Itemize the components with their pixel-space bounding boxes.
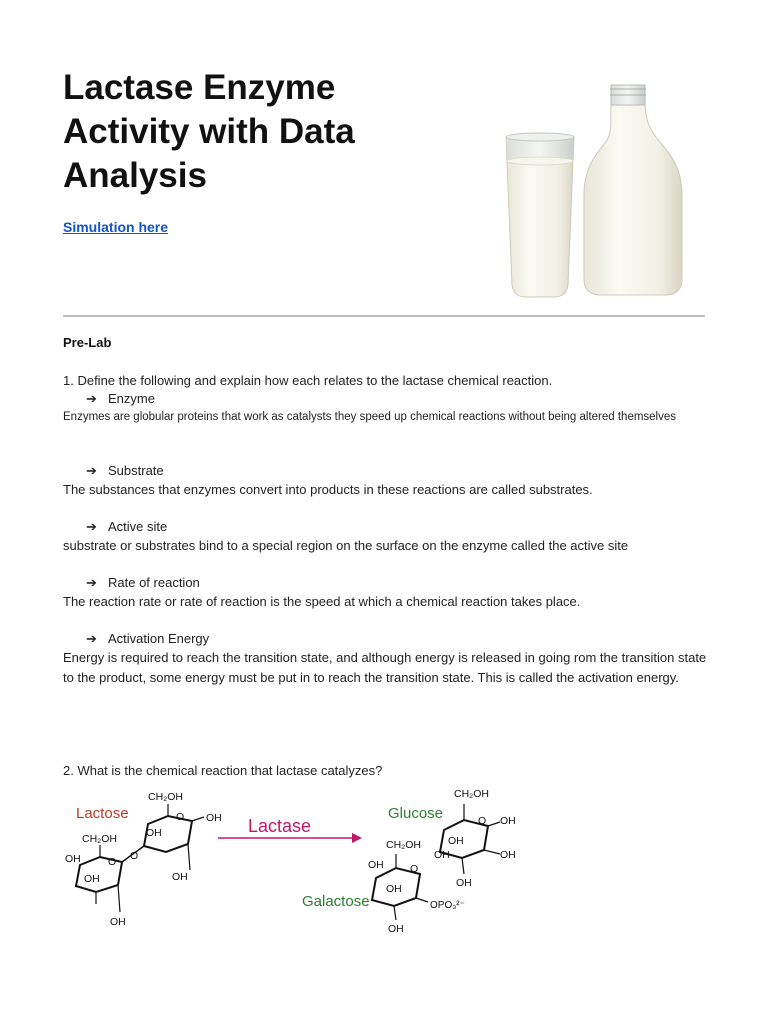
svg-text:OH: OH [500,815,516,827]
title-line-3: Analysis [63,156,207,195]
svg-text:OH: OH [368,859,384,871]
simulation-link[interactable]: Simulation here [63,219,169,235]
svg-text:OPO₃²⁻: OPO₃²⁻ [430,900,465,911]
svg-text:O: O [108,856,117,868]
answer-active-site: substrate or substrates bind to a special region on the surface on the enzyme called the active site [63,538,629,553]
lactose-label: Lactose [76,805,129,822]
bottle-shape [584,85,682,295]
arrow-icon: ➔ [86,631,97,646]
question-1: 1. Define the following and explain how each relates to the lactase chemical reaction. [63,373,553,388]
page-title [63,66,463,198]
svg-text:OH: OH [448,835,464,847]
svg-text:O: O [410,863,419,875]
svg-text:CH₂OH: CH₂OH [148,791,183,803]
svg-text:CH₂OH: CH₂OH [454,788,489,800]
arrow-icon: ➔ [86,463,97,478]
svg-text:CH₂OH: CH₂OH [82,833,117,845]
svg-text:OH: OH [110,916,126,928]
term-activation-energy [86,631,209,647]
svg-text:O: O [478,815,487,827]
answer-enzyme: Enzymes are globular proteins that work as catalysts they speed up chemical reactions without being altered themselves [63,411,677,423]
svg-text:OH: OH [500,849,516,861]
svg-text:OH: OH [456,877,472,889]
svg-text:OH: OH [206,812,222,824]
arrowhead-icon [352,833,362,843]
arrow-icon: ➔ [86,391,97,406]
term-label: Enzyme [108,391,155,406]
term-rate-of-reaction [86,575,200,591]
section-divider [63,315,705,317]
svg-text:OH: OH [386,883,402,895]
term-enzyme [86,391,155,407]
svg-text:OH: OH [146,827,162,839]
prelab-heading: Pre-Lab [63,335,112,350]
svg-text:OH: OH [65,853,81,865]
glucose-label: Glucose [388,805,444,822]
galactose-label: Galactose [302,893,370,910]
svg-text:CH₂OH: CH₂OH [386,839,421,851]
question-2: 2. What is the chemical reaction that lactase catalyzes? [63,763,383,778]
svg-text:O: O [176,811,185,823]
term-label: Rate of reaction [108,575,200,590]
arrow-icon: ➔ [86,575,97,590]
answer-rate-of-reaction: The reaction rate or rate of reaction is the speed at which a chemical reaction takes place. [63,594,581,609]
reaction-diagram [60,782,520,942]
milk-photo [470,75,702,303]
svg-text:OH: OH [388,923,404,935]
svg-text:OH: OH [84,873,100,885]
term-active-site [86,519,167,535]
answer-substrate: The substances that enzymes convert into products in these reactions are called substrates. [63,482,593,497]
arrow-icon: ➔ [86,519,97,534]
title-line-1: Lactase Enzyme [63,68,336,107]
answer-activation-energy: Energy is required to reach the transition state, and although energy is released in going rom the transition state to the product, some energy must be put in to reach the transition state. This is called the activation energy. [63,650,707,685]
lactase-label: Lactase [248,816,312,836]
term-label: Active site [108,519,168,534]
term-label: Activation Energy [108,631,210,646]
svg-text:OH: OH [172,871,188,883]
term-substrate [86,463,164,479]
title-line-2: Activity with Data [63,112,355,151]
svg-text:O: O [130,850,139,862]
svg-text:OH: OH [434,849,450,861]
term-label: Substrate [108,463,164,478]
